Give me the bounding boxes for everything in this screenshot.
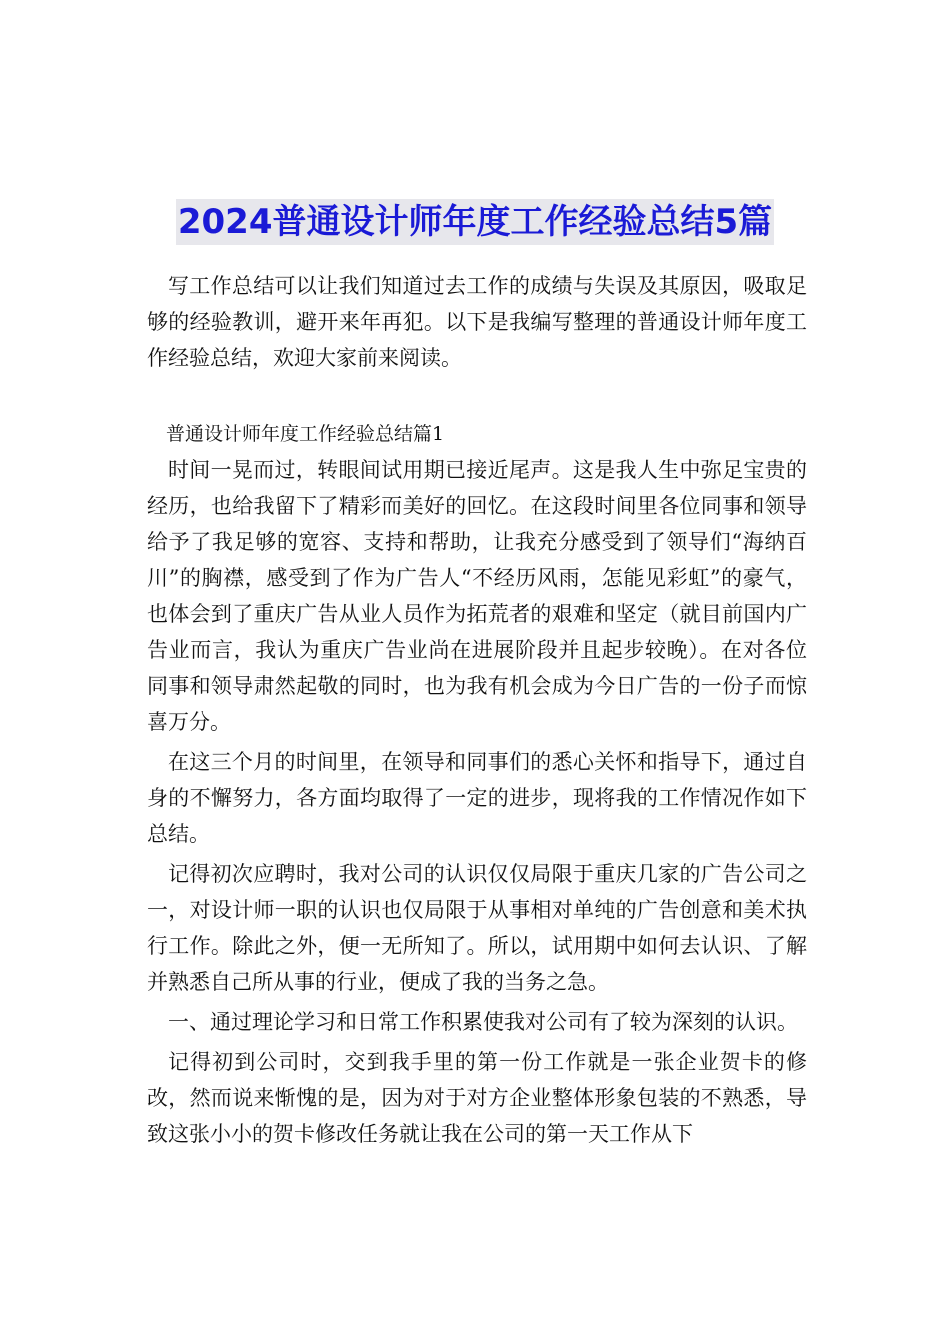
- body-paragraph: 记得初次应聘时，我对公司的认识仅仅局限于重庆几家的广告公司之一，对设计师一职的认识也仅局限于从事相对单纯的广告创意和美术执行工作。除此之外，便一无所知了。所以，试用期中如何去认识、了解并熟悉自己所从事的行业，便成了我的当务之急。: [147, 862, 807, 994]
- intro-block: [147, 268, 807, 376]
- body-paragraph: 在这三个月的时间里，在领导和同事们的悉心关怀和指导下，通过自身的不懈努力，各方面均取得了一定的进步，现将我的工作情况作如下总结。: [147, 750, 807, 846]
- section-body: [147, 452, 807, 1152]
- body-paragraph: 一、通过理论学习和日常工作积累使我对公司有了较为深刻的认识。: [168, 1010, 798, 1034]
- body-paragraph: 记得初到公司时，交到我手里的第一份工作就是一张企业贺卡的修改，然而说来惭愧的是，因为对于对方企业整体形象包装的不熟悉，导致这张小小的贺卡修改任务就让我在公司的第一天工作从下: [147, 1050, 807, 1146]
- title-wrap: [0, 176, 950, 268]
- section-heading: 普通设计师年度工作经验总结篇1: [166, 423, 445, 445]
- intro-paragraph: 写工作总结可以让我们知道过去工作的成绩与失误及其原因，吸取足够的经验教训，避开来年再犯。以下是我编写整理的普通设计师年度工作经验总结，欢迎大家前来阅读。: [147, 274, 807, 370]
- body-paragraph: 时间一晃而过，转眼间试用期已接近尾声。这是我人生中弥足宝贵的经历，也给我留下了精彩而美好的回忆。在这段时间里各位同事和领导给予了我足够的宽容、支持和帮助，让我充分感受到了领导们“海纳百川”的胸襟，感受到了作为广告人“不经历风雨，怎能见彩虹”的豪气，也体会到了重庆广告从业人员作为拓荒者的艰难和坚定（就目前国内广告业而言，我认为重庆广告业尚在进展阶段并且起步较晚）。在对各位同事和领导肃然起敬的同时，也为我有机会成为今日广告的一份子而惊喜万分。: [147, 458, 807, 734]
- document-title: 2024普通设计师年度工作经验总结5篇: [176, 199, 774, 245]
